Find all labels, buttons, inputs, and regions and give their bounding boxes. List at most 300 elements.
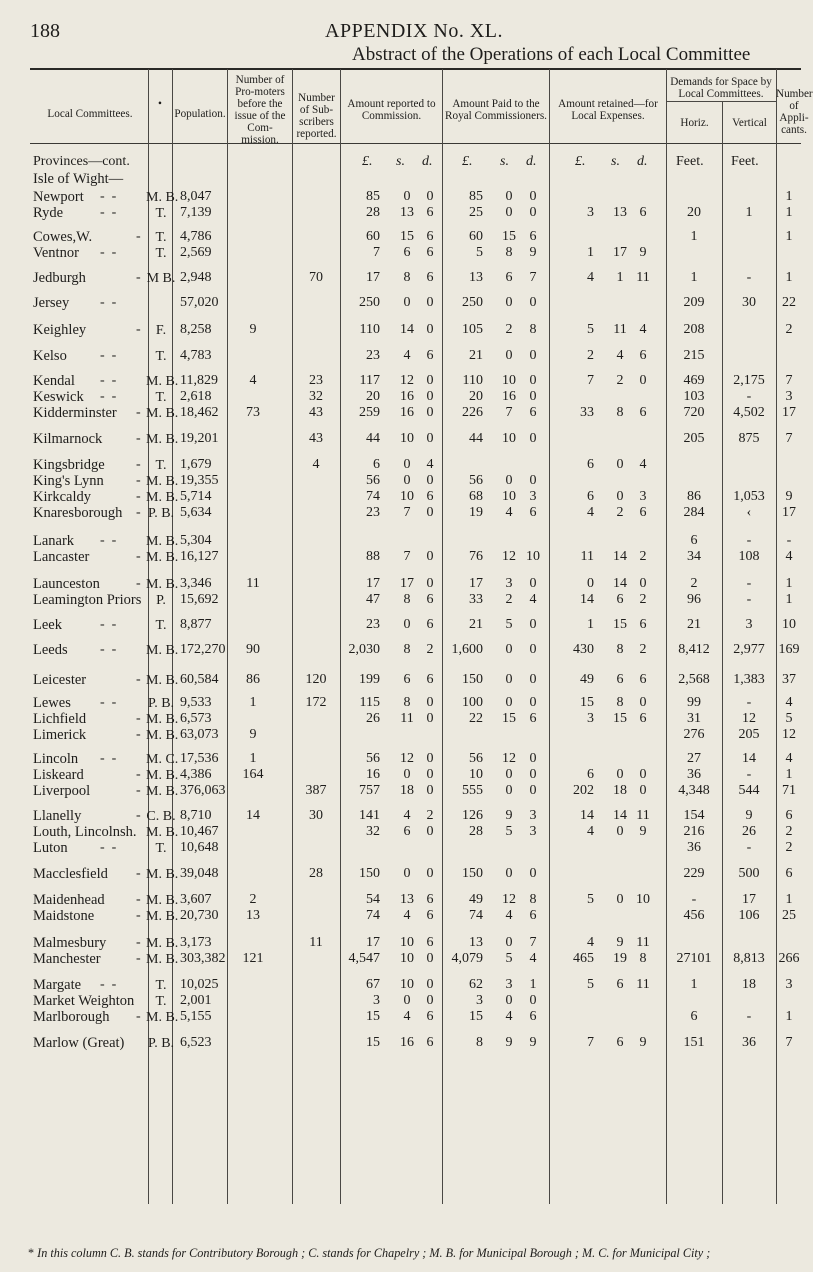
- amount-reported-shillings: 4: [403, 808, 411, 823]
- amount-retained-shillings: 15: [613, 711, 627, 726]
- committee-type: T.: [155, 618, 167, 633]
- population-value: 57,020: [180, 295, 219, 310]
- leader-dash: -: [136, 892, 141, 907]
- committee-type: T.: [155, 978, 167, 993]
- amount-retained-pounds: 5: [587, 322, 594, 337]
- population-value: 5,155: [180, 1009, 212, 1024]
- unit-shillings: s.: [611, 154, 620, 169]
- space-horizontal: 21: [687, 617, 701, 632]
- amount-paid-pence: 0: [529, 695, 537, 710]
- population-value: 18,462: [180, 405, 219, 420]
- committee-type: P. B.: [147, 1036, 175, 1051]
- amount-paid-pounds: 56: [469, 473, 483, 488]
- promoters-value: 9: [249, 322, 257, 337]
- amount-reported-pence: 6: [426, 935, 434, 950]
- amount-reported-shillings: 15: [400, 229, 414, 244]
- space-vertical: 30: [742, 295, 756, 310]
- amount-reported-pounds: 17: [366, 935, 380, 950]
- committee-name: Louth, Lincolnsh.: [33, 824, 137, 840]
- committee-type: T.: [155, 458, 167, 473]
- amount-paid-shillings: 9: [505, 1035, 513, 1050]
- unit-pence: d.: [637, 154, 648, 169]
- amount-paid-pence: 0: [529, 672, 537, 687]
- amount-reported-pence: 6: [426, 908, 434, 923]
- running-title: APPENDIX No. XL.: [325, 20, 503, 42]
- amount-reported-pence: 0: [426, 695, 434, 710]
- space-horizontal: 2: [690, 576, 698, 591]
- committee-name: Limerick: [33, 727, 87, 743]
- amount-retained-pence: 0: [639, 767, 647, 782]
- amount-reported-pence: 0: [426, 751, 434, 766]
- applicants-count: 7: [785, 1035, 793, 1050]
- amount-paid-pounds: 25: [469, 205, 483, 220]
- amount-reported-shillings: 4: [403, 1009, 411, 1024]
- population-value: 1,679: [180, 457, 212, 472]
- space-horizontal: 36: [687, 767, 701, 782]
- leader-dash: -: [136, 457, 141, 472]
- space-horizontal: 1: [690, 977, 698, 992]
- amount-reported-pence: 0: [426, 322, 434, 337]
- committee-name: Liverpool: [33, 783, 91, 799]
- amount-paid-pence: 6: [529, 229, 537, 244]
- space-horizontal: 209: [683, 295, 705, 310]
- population-value: 4,783: [180, 348, 212, 363]
- space-vertical: 18: [742, 977, 756, 992]
- amount-paid-shillings: 9: [505, 808, 513, 823]
- column-divider: [549, 69, 550, 1204]
- amount-reported-pounds: 6: [373, 457, 380, 472]
- space-vertical: 4,502: [733, 405, 765, 420]
- committee-name: Cowes,W.: [33, 229, 93, 245]
- amount-retained-shillings: 0: [616, 767, 624, 782]
- amount-paid-pence: 6: [529, 505, 537, 520]
- subscribers-value: 43: [309, 431, 323, 446]
- amount-reported-pence: 0: [426, 711, 434, 726]
- amount-paid-pence: 9: [529, 1035, 537, 1050]
- amount-paid-pence: 0: [529, 348, 537, 363]
- amount-paid-pounds: 13: [469, 935, 483, 950]
- amount-retained-pence: 0: [639, 695, 647, 710]
- promoters-value: 1: [249, 751, 257, 766]
- space-vertical: 2,977: [733, 642, 765, 657]
- committee-type: F.: [155, 323, 167, 338]
- subscribers-value: 387: [305, 783, 327, 798]
- space-horizontal: 229: [683, 866, 705, 881]
- amount-paid-pence: 8: [529, 892, 537, 907]
- amount-reported-shillings: 8: [403, 592, 411, 607]
- amount-paid-pounds: 21: [469, 348, 483, 363]
- promoters-value: 86: [246, 672, 260, 687]
- committee-name: Jedburgh: [33, 270, 86, 286]
- space-horizontal: 4,348: [678, 783, 710, 798]
- amount-retained-shillings: 17: [613, 245, 627, 260]
- amount-paid-pounds: 62: [469, 977, 483, 992]
- population-value: 7,139: [180, 205, 212, 220]
- committee-type: T.: [155, 994, 167, 1009]
- amount-retained-shillings: 18: [613, 783, 627, 798]
- promoters-value: 11: [246, 576, 260, 591]
- amount-paid-pence: 4: [529, 592, 537, 607]
- committee-name: Keighley: [33, 322, 87, 338]
- amount-reported-pounds: 115: [359, 695, 380, 710]
- amount-reported-pence: 6: [426, 489, 434, 504]
- leader-dash: -: [136, 908, 141, 923]
- amount-reported-pence: 6: [426, 592, 434, 607]
- amount-paid-pounds: 17: [469, 576, 483, 591]
- amount-reported-pence: 6: [426, 270, 434, 285]
- amount-retained-shillings: 14: [613, 808, 627, 823]
- applicants-count: 1: [785, 576, 793, 591]
- amount-reported-shillings: 0: [403, 189, 411, 204]
- applicants-count: 3: [785, 977, 793, 992]
- amount-reported-shillings: 12: [400, 751, 414, 766]
- amount-paid-shillings: 0: [505, 473, 513, 488]
- space-vertical: -: [746, 767, 752, 782]
- amount-paid-pounds: 33: [469, 592, 483, 607]
- applicants-count: 5: [785, 711, 793, 726]
- subscribers-value: 32: [309, 389, 323, 404]
- amount-reported-pounds: 757: [359, 783, 380, 798]
- population-value: 63,073: [180, 727, 219, 742]
- population-value: 3,173: [180, 935, 212, 950]
- amount-retained-shillings: 13: [613, 205, 627, 220]
- amount-retained-pounds: 4: [587, 505, 594, 520]
- committee-name: Knaresborough: [33, 505, 123, 521]
- committee-name: Kelso: [33, 348, 67, 364]
- amount-reported-pence: 6: [426, 1009, 434, 1024]
- amount-retained-pence: 6: [639, 672, 647, 687]
- amount-reported-shillings: 10: [400, 977, 414, 992]
- amount-reported-pence: 0: [426, 767, 434, 782]
- applicants-count: 9: [785, 489, 793, 504]
- space-horizontal: 8,412: [678, 642, 710, 657]
- population-value: 17,536: [180, 751, 219, 766]
- amount-paid-pence: 4: [529, 951, 537, 966]
- promoters-value: 9: [249, 727, 257, 742]
- applicants-count: 37: [782, 672, 796, 687]
- amount-reported-pounds: 56: [366, 751, 380, 766]
- amount-paid-shillings: 0: [505, 767, 513, 782]
- amount-retained-pounds: 6: [587, 489, 594, 504]
- population-value: 5,634: [180, 505, 212, 520]
- space-horizontal: 215: [683, 348, 705, 363]
- committee-name: Lanark: [33, 533, 75, 549]
- amount-reported-pounds: 74: [366, 489, 380, 504]
- population-value: 10,648: [180, 840, 219, 855]
- space-vertical: 108: [738, 549, 760, 564]
- demands-subrule: [666, 101, 776, 102]
- amount-paid-pence: 3: [529, 489, 537, 504]
- applicants-count: 4: [785, 549, 793, 564]
- amount-retained-pence: 8: [639, 951, 647, 966]
- space-horizontal: 456: [683, 908, 705, 923]
- applicants-count: 17: [782, 405, 796, 420]
- amount-paid-pence: 0: [529, 642, 537, 657]
- committee-name: Macclesfield: [33, 866, 108, 882]
- population-value: 303,382: [180, 951, 226, 966]
- amount-reported-pounds: 26: [366, 711, 380, 726]
- applicants-count: 266: [778, 951, 800, 966]
- amount-paid-pounds: 44: [469, 431, 483, 446]
- leader-dash: -: [136, 783, 141, 798]
- column-divider: [227, 69, 228, 1204]
- population-value: 11,829: [180, 373, 218, 388]
- amount-paid-shillings: 0: [505, 866, 513, 881]
- applicants-count: 3: [785, 389, 793, 404]
- amount-paid-pence: 9: [529, 245, 537, 260]
- amount-paid-pence: 10: [526, 549, 540, 564]
- applicants-count: 169: [778, 642, 800, 657]
- committee-type: P. B.: [147, 696, 175, 711]
- applicants-count: 2: [785, 840, 793, 855]
- space-vertical: -: [746, 576, 752, 591]
- amount-paid-shillings: 16: [502, 389, 516, 404]
- applicants-count: 4: [785, 695, 793, 710]
- amount-paid-pence: 0: [529, 783, 537, 798]
- amount-paid-pence: 6: [529, 405, 537, 420]
- amount-paid-pounds: 105: [462, 322, 483, 337]
- amount-retained-pence: 6: [639, 348, 647, 363]
- population-value: 19,355: [180, 473, 219, 488]
- applicants-count: 1: [785, 592, 793, 607]
- leader-dash: - -: [100, 205, 117, 220]
- amount-retained-pounds: 3: [587, 205, 594, 220]
- page-number: 188: [30, 20, 60, 42]
- amount-reported-pounds: 15: [366, 1035, 380, 1050]
- amount-retained-pounds: 1: [587, 617, 594, 632]
- amount-paid-pounds: 19: [469, 505, 483, 520]
- amount-reported-pence: 6: [426, 348, 434, 363]
- space-vertical: -: [746, 533, 752, 548]
- population-value: 2,618: [180, 389, 212, 404]
- amount-paid-pounds: 85: [469, 189, 483, 204]
- leader-dash: -: [136, 576, 141, 591]
- subscribers-value: 28: [309, 866, 323, 881]
- space-horizontal: 20: [687, 205, 701, 220]
- amount-reported-shillings: 0: [403, 473, 411, 488]
- amount-retained-pounds: 14: [580, 592, 594, 607]
- leader-dash: -: [136, 808, 141, 823]
- committee-name: King's Lynn: [33, 473, 104, 489]
- header-amount-retained: Amount retained—for Local Expenses.: [558, 98, 658, 122]
- amount-retained-shillings: 0: [616, 457, 624, 472]
- amount-paid-shillings: 0: [505, 783, 513, 798]
- amount-paid-shillings: 0: [505, 935, 513, 950]
- subscribers-value: 43: [309, 405, 323, 420]
- amount-paid-shillings: 7: [505, 405, 513, 420]
- amount-retained-pounds: 4: [587, 935, 594, 950]
- amount-paid-pence: 6: [529, 1009, 537, 1024]
- committee-type: T.: [155, 206, 167, 221]
- space-horizontal: 284: [683, 505, 705, 520]
- population-value: 5,714: [180, 489, 212, 504]
- amount-paid-shillings: 8: [505, 245, 513, 260]
- amount-paid-shillings: 0: [505, 348, 513, 363]
- amount-retained-shillings: 2: [616, 373, 624, 388]
- amount-paid-pence: 0: [529, 205, 537, 220]
- leader-dash: - -: [100, 373, 117, 388]
- amount-reported-pence: 0: [426, 824, 434, 839]
- applicants-count: 1: [785, 892, 793, 907]
- unit-shillings: s.: [396, 154, 405, 169]
- amount-paid-pounds: 5: [476, 245, 483, 260]
- leader-dash: - -: [100, 642, 117, 657]
- amount-reported-pounds: 60: [366, 229, 380, 244]
- leader-dash: - -: [100, 617, 117, 632]
- amount-paid-pence: 3: [529, 824, 537, 839]
- leader-dash: -: [136, 711, 141, 726]
- committee-name: Malmesbury: [33, 935, 107, 951]
- amount-retained-shillings: 19: [613, 951, 627, 966]
- amount-retained-pounds: 2: [587, 348, 594, 363]
- space-vertical: 9: [745, 808, 753, 823]
- promoters-value: 14: [246, 808, 260, 823]
- population-value: 8,877: [180, 617, 212, 632]
- committee-name: Market Weighton: [33, 993, 135, 1009]
- committee-name: Kidderminster: [33, 405, 117, 421]
- amount-retained-shillings: 0: [616, 892, 624, 907]
- committee-name: Marlborough: [33, 1009, 110, 1025]
- amount-reported-shillings: 11: [400, 711, 414, 726]
- amount-paid-pounds: 22: [469, 711, 483, 726]
- population-value: 6,523: [180, 1035, 212, 1050]
- amount-reported-pence: 0: [426, 866, 434, 881]
- amount-retained-shillings: 15: [613, 617, 627, 632]
- amount-retained-pence: 11: [636, 935, 650, 950]
- amount-retained-pounds: 5: [587, 892, 594, 907]
- subscribers-value: 30: [309, 808, 323, 823]
- footnote: * In this column C. B. stands for Contributory Borough ; C. stands for Chapelry ; M. B. for Municipal Borough ; M. C. for Municipal City ;: [28, 1246, 711, 1260]
- amount-retained-pence: 6: [639, 505, 647, 520]
- amount-paid-pence: 3: [529, 808, 537, 823]
- header-vertical: Vertical: [732, 117, 767, 129]
- applicants-count: 22: [782, 295, 796, 310]
- amount-paid-shillings: 0: [505, 672, 513, 687]
- committee-name: Ventnor: [33, 245, 79, 261]
- amount-reported-pounds: 32: [366, 824, 380, 839]
- space-vertical: 26: [742, 824, 756, 839]
- committee-type: M. B.: [146, 909, 179, 924]
- space-horizontal: 208: [683, 322, 705, 337]
- population-value: 8,710: [180, 808, 212, 823]
- space-vertical: 14: [742, 751, 756, 766]
- applicants-count: 1: [785, 229, 793, 244]
- amount-reported-pence: 6: [426, 1035, 434, 1050]
- amount-paid-shillings: 15: [502, 229, 516, 244]
- leader-dash: - -: [100, 695, 117, 710]
- amount-retained-pence: 2: [639, 592, 647, 607]
- amount-paid-shillings: 5: [505, 617, 513, 632]
- committee-type: M. B.: [146, 893, 179, 908]
- amount-reported-shillings: 4: [403, 348, 411, 363]
- applicants-count: 6: [785, 808, 793, 823]
- amount-retained-shillings: 8: [616, 405, 624, 420]
- committee-name: Liskeard: [33, 767, 84, 783]
- amount-paid-pence: 7: [529, 270, 537, 285]
- amount-reported-shillings: 13: [400, 205, 414, 220]
- amount-reported-pounds: 74: [366, 908, 380, 923]
- amount-paid-pounds: 28: [469, 824, 483, 839]
- space-horizontal: 1: [690, 229, 698, 244]
- space-horizontal: 96: [687, 592, 701, 607]
- amount-paid-pounds: 226: [462, 405, 483, 420]
- amount-retained-pounds: 202: [573, 783, 594, 798]
- promoters-value: 2: [249, 892, 257, 907]
- header-marker: •: [158, 98, 162, 110]
- population-value: 5,304: [180, 533, 212, 548]
- amount-reported-pence: 6: [426, 892, 434, 907]
- space-horizontal: 216: [683, 824, 705, 839]
- population-value: 6,573: [180, 711, 212, 726]
- amount-reported-shillings: 0: [403, 866, 411, 881]
- committee-name: Jersey: [33, 295, 70, 311]
- amount-reported-shillings: 0: [403, 617, 411, 632]
- amount-retained-pence: 9: [639, 245, 647, 260]
- population-value: 8,047: [180, 189, 212, 204]
- amount-reported-shillings: 10: [400, 431, 414, 446]
- amount-reported-shillings: 16: [400, 405, 414, 420]
- subscribers-value: 23: [309, 373, 323, 388]
- amount-paid-shillings: 6: [505, 270, 513, 285]
- amount-paid-pence: 0: [529, 473, 537, 488]
- amount-reported-pounds: 17: [366, 270, 380, 285]
- unit-pence: d.: [422, 154, 433, 169]
- amount-retained-shillings: 0: [616, 824, 624, 839]
- amount-reported-shillings: 7: [403, 505, 411, 520]
- amount-paid-pounds: 76: [469, 549, 483, 564]
- amount-paid-pence: 0: [529, 431, 537, 446]
- amount-reported-pence: 0: [426, 431, 434, 446]
- applicants-count: 2: [785, 322, 793, 337]
- committee-type: M. B.: [146, 728, 179, 743]
- amount-paid-pounds: 10: [469, 767, 483, 782]
- space-vertical: -: [746, 270, 752, 285]
- table-title: Abstract of the Operations of each Local Committee: [352, 44, 751, 65]
- header-amount-reported: Amount reported to Commission.: [347, 98, 436, 122]
- amount-retained-pounds: 5: [587, 977, 594, 992]
- amount-reported-shillings: 12: [400, 373, 414, 388]
- amount-paid-shillings: 3: [505, 977, 513, 992]
- amount-paid-shillings: 12: [502, 751, 516, 766]
- section-provinces: Provinces—cont.: [33, 154, 130, 169]
- amount-retained-pounds: 1: [587, 245, 594, 260]
- amount-reported-pence: 0: [426, 549, 434, 564]
- applicants-count: 17: [782, 505, 796, 520]
- amount-reported-shillings: 13: [400, 892, 414, 907]
- population-value: 3,607: [180, 892, 212, 907]
- amount-reported-pence: 0: [426, 295, 434, 310]
- amount-reported-shillings: 10: [400, 935, 414, 950]
- amount-retained-shillings: 2: [616, 505, 624, 520]
- promoters-value: 13: [246, 908, 260, 923]
- population-value: 2,569: [180, 245, 212, 260]
- amount-reported-pounds: 47: [366, 592, 380, 607]
- amount-retained-shillings: 6: [616, 672, 624, 687]
- committee-name: Newport: [33, 189, 84, 205]
- amount-retained-pounds: 14: [580, 808, 594, 823]
- population-value: 2,948: [180, 270, 212, 285]
- amount-paid-pounds: 49: [469, 892, 483, 907]
- amount-reported-shillings: 8: [403, 642, 411, 657]
- committee-type: M. B.: [146, 673, 179, 688]
- amount-reported-pounds: 141: [359, 808, 380, 823]
- space-vertical: 1,383: [733, 672, 765, 687]
- committee-type: M. B.: [146, 374, 179, 389]
- amount-reported-pounds: 250: [359, 295, 380, 310]
- committee-type: T.: [155, 390, 167, 405]
- amount-retained-pence: 6: [639, 405, 647, 420]
- amount-reported-pounds: 23: [366, 505, 380, 520]
